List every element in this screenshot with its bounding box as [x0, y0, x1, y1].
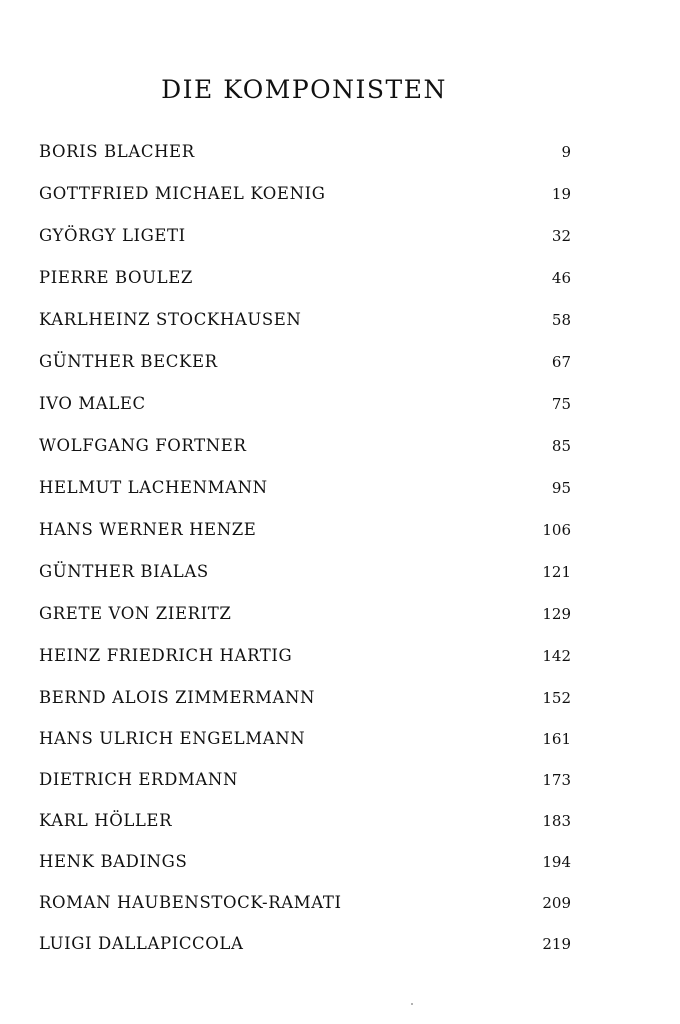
composer-name: DIETRICH ERDMANN: [39, 770, 238, 789]
composer-name: HENK BADINGS: [39, 852, 188, 871]
toc-entry: [39, 725, 571, 766]
page-number: 95: [551, 479, 571, 497]
table-of-contents: [39, 138, 571, 971]
composer-name: GYÖRGY LIGETI: [39, 226, 186, 245]
page-number: 67: [551, 353, 571, 371]
composer-name: BERND ALOIS ZIMMERMANN: [39, 688, 316, 707]
toc-entry: [39, 930, 571, 971]
composer-name: LUIGI DALLAPICCOLA: [39, 934, 244, 953]
toc-entry: [39, 642, 571, 684]
page-number: 46: [551, 269, 571, 287]
composer-name: PIERRE BOULEZ: [39, 268, 193, 287]
composer-name: KARLHEINZ STOCKHAUSEN: [39, 310, 302, 329]
page-number: 85: [551, 437, 571, 455]
toc-entry: [39, 807, 571, 848]
composer-name: BORIS BLACHER: [39, 142, 195, 161]
toc-entry: [39, 474, 571, 516]
composer-name: GÜNTHER BECKER: [39, 352, 218, 371]
page-number: 209: [542, 894, 571, 912]
page-number: 9: [561, 143, 571, 161]
page-number: 75: [551, 395, 571, 413]
composer-name: ROMAN HAUBENSTOCK-RAMATI: [39, 893, 342, 912]
composer-name: HEINZ FRIEDRICH HARTIG: [39, 646, 293, 665]
composer-name: IVO MALEC: [39, 394, 146, 413]
composer-name: KARL HÖLLER: [39, 811, 173, 830]
composer-name: GOTTFRIED MICHAEL KOENIG: [39, 184, 326, 203]
page-number: 58: [551, 311, 571, 329]
page-title: DIE KOMPONISTEN: [161, 74, 447, 104]
composer-name: HELMUT LACHENMANN: [39, 478, 268, 497]
toc-entry: [39, 600, 571, 642]
toc-entry: [39, 222, 571, 264]
page-number: 19: [551, 185, 571, 203]
composer-name: HANS WERNER HENZE: [39, 520, 257, 539]
toc-entry: [39, 516, 571, 558]
page-number: 106: [542, 521, 571, 539]
toc-entry: [39, 138, 571, 180]
page-number: 194: [542, 853, 571, 871]
page-number: 129: [542, 605, 571, 623]
toc-entry: [39, 306, 571, 348]
toc-entry: [39, 390, 571, 432]
page-number: 183: [542, 812, 571, 830]
page-number: 161: [542, 730, 571, 748]
toc-entry: [39, 432, 571, 474]
page-number: 121: [542, 563, 571, 581]
page-number: 219: [542, 935, 571, 953]
scan-speck: [411, 1003, 413, 1005]
composer-name: HANS ULRICH ENGELMANN: [39, 729, 306, 748]
toc-entry: [39, 684, 571, 725]
toc-entry: [39, 264, 571, 306]
page-number: 142: [542, 647, 571, 665]
toc-entry: [39, 558, 571, 600]
page-number: 32: [551, 227, 571, 245]
composer-name: GRETE VON ZIERITZ: [39, 604, 232, 623]
toc-entry: [39, 848, 571, 889]
composer-name: WOLFGANG FORTNER: [39, 436, 247, 455]
page-number: 173: [542, 771, 571, 789]
toc-entry: [39, 889, 571, 930]
toc-entry: [39, 766, 571, 807]
toc-entry: [39, 180, 571, 222]
composer-name: GÜNTHER BIALAS: [39, 562, 209, 581]
page-number: 152: [542, 689, 571, 707]
toc-entry: [39, 348, 571, 390]
